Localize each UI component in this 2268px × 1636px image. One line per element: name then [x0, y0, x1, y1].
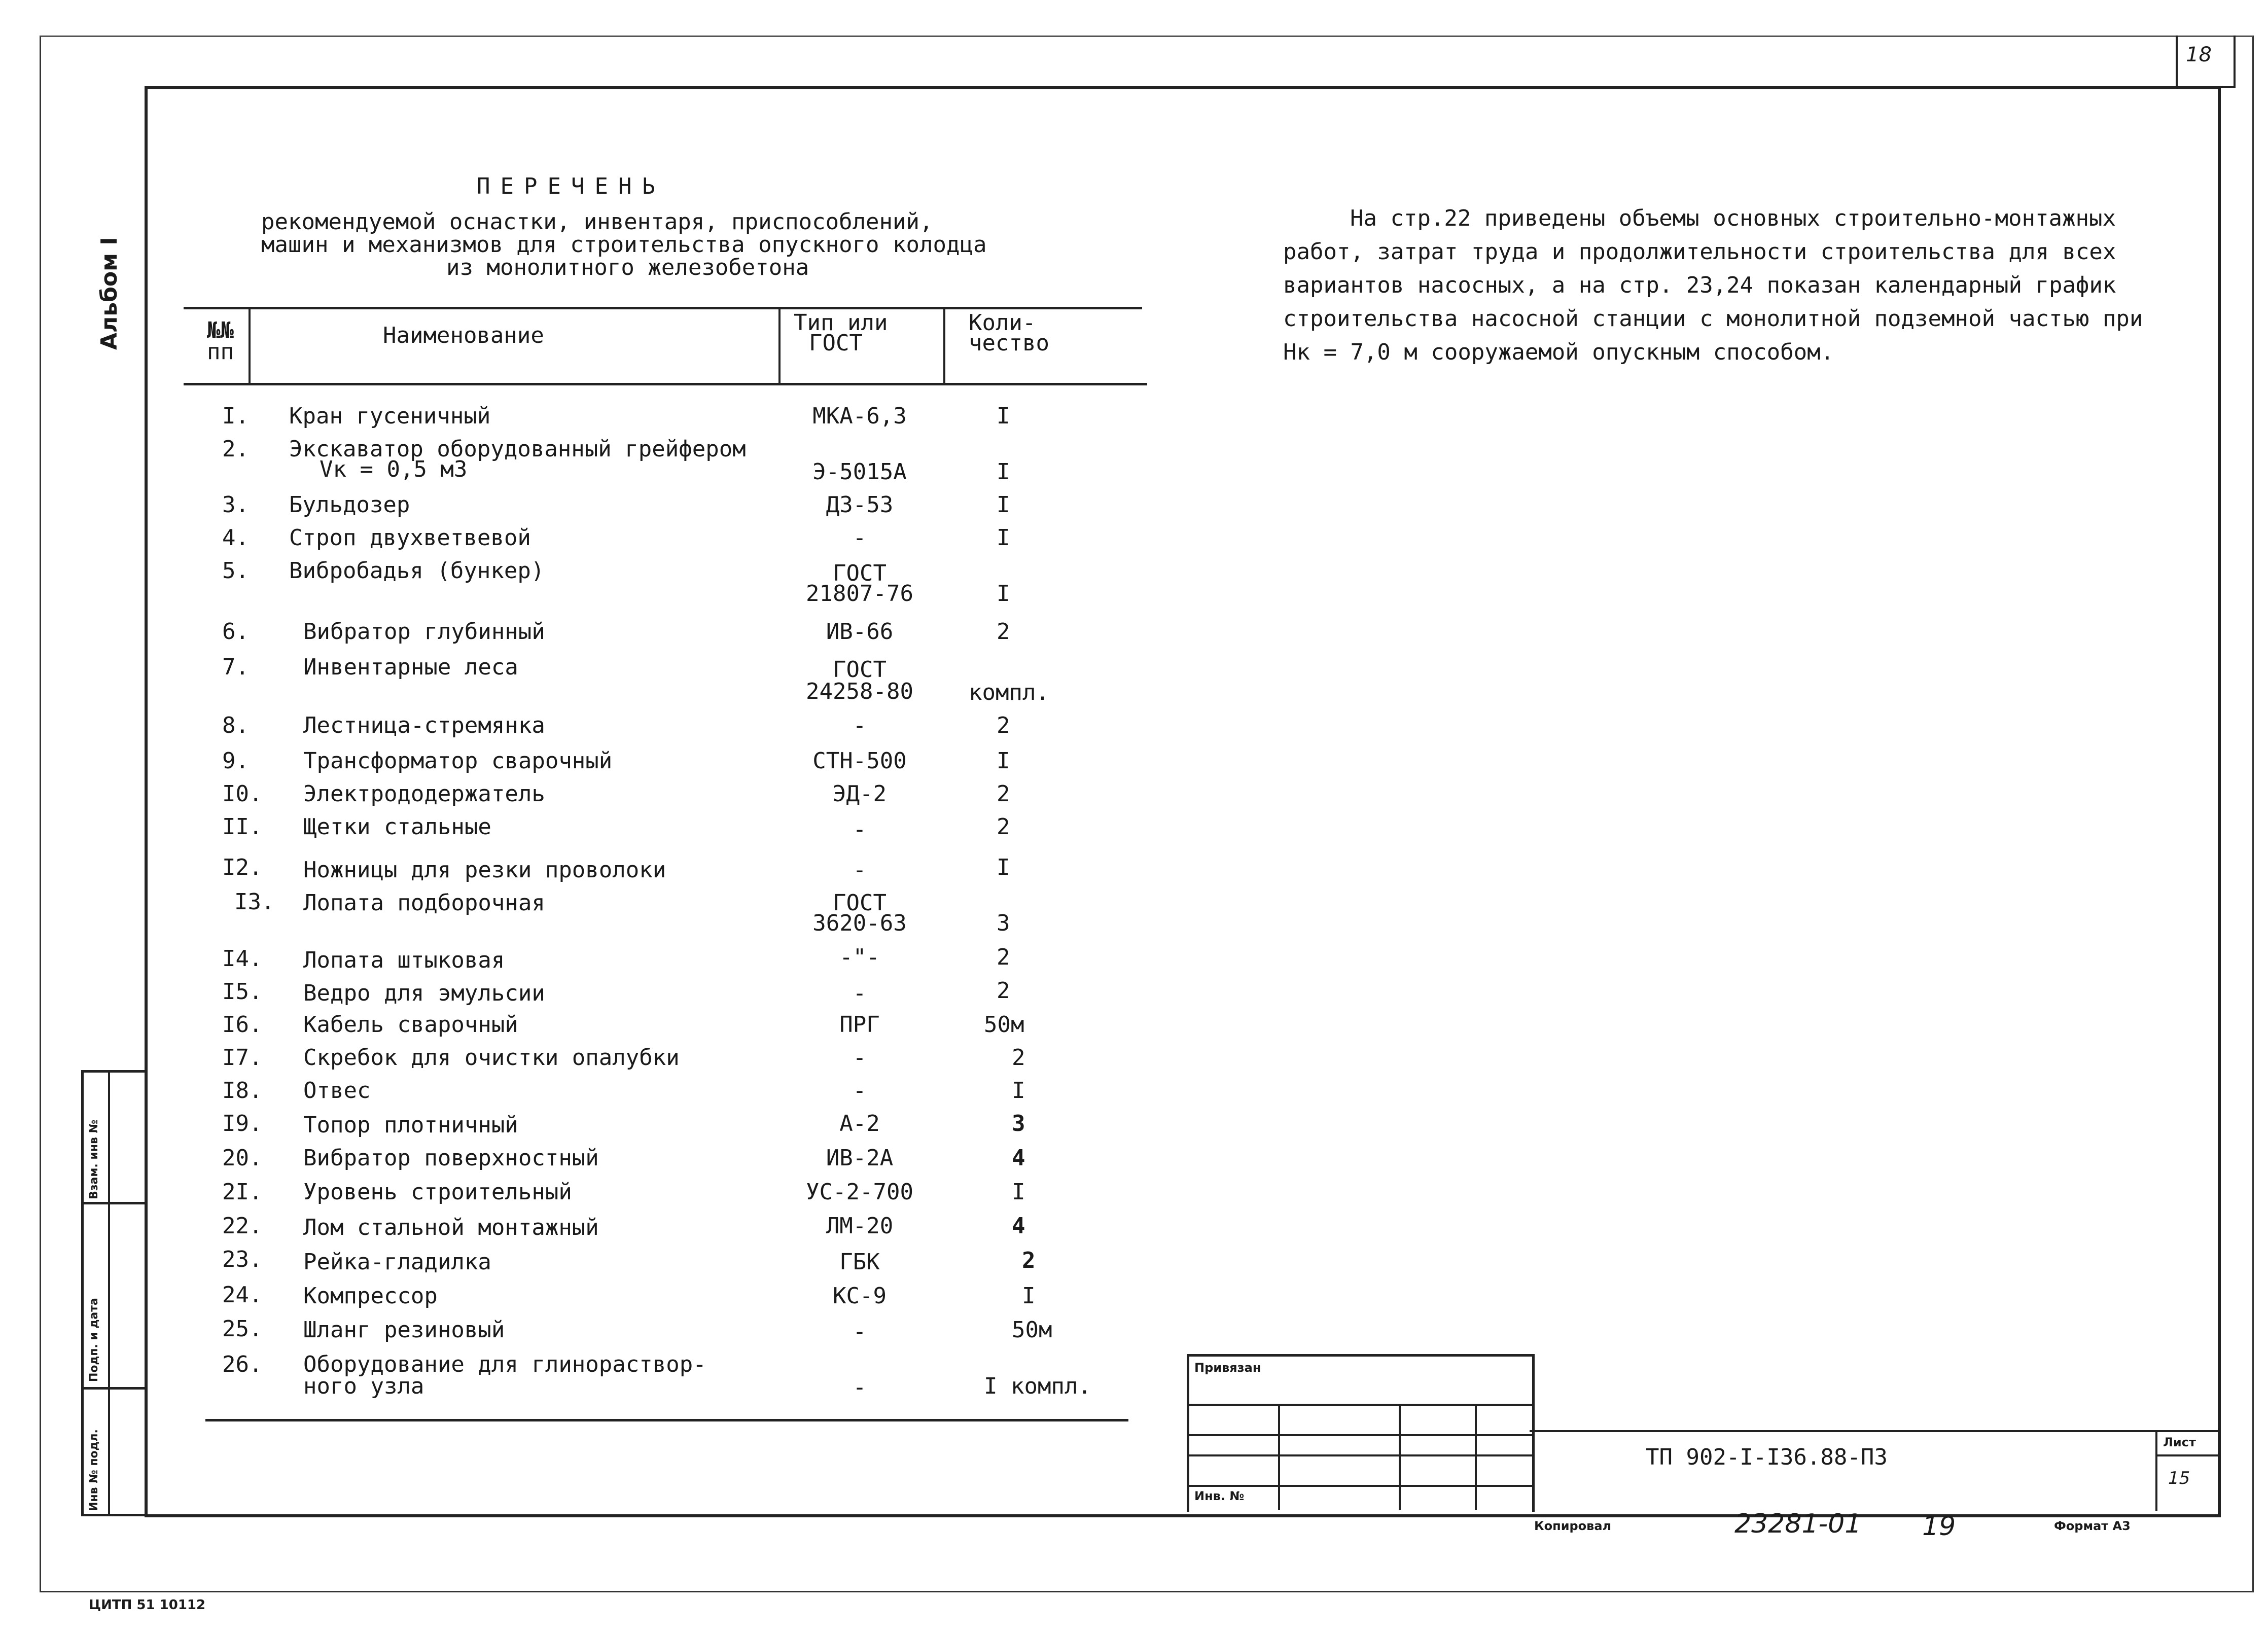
row-num: 23.: [222, 1247, 263, 1272]
table-top-rule: [184, 307, 1142, 309]
row-type: КС-9: [833, 1283, 887, 1309]
row-name: Электрододержатель: [303, 781, 545, 807]
row-type: ГОСТ: [833, 890, 887, 916]
row-name: Кран гусеничный: [289, 403, 491, 429]
row-type: -: [853, 713, 867, 738]
row-name: Оборудование для глинораствор-: [303, 1352, 706, 1377]
stamp-column-line: [1399, 1404, 1401, 1510]
row-name: Уровень строительный: [303, 1179, 572, 1205]
row-qty: 50м: [1012, 1317, 1052, 1343]
row-num: 5.: [222, 558, 249, 584]
bottom-print-code: ЦИТП 51 10112: [89, 1597, 206, 1613]
row-type: ИВ-66: [826, 619, 894, 645]
row-qty: 4: [1012, 1145, 1025, 1171]
row-qty: 3: [1012, 1111, 1025, 1136]
row-name: Компрессор: [303, 1283, 438, 1309]
row-num: 2.: [222, 436, 249, 462]
copied-number: 23281-01: [1734, 1509, 1862, 1539]
stamp-rule: [1187, 1485, 1532, 1487]
header-name: Наименование: [383, 323, 544, 348]
inv-label: Инв. №: [1194, 1489, 1245, 1503]
note-line-4: строительства насосной станции с монолитной подземной частью при: [1283, 306, 2143, 332]
row-type-continued: 3620-63: [812, 910, 907, 936]
document-code: ТП 902-I-I36.88-ПЗ: [1646, 1444, 1888, 1470]
header-type-line2: ГОСТ: [809, 330, 863, 356]
row-type: Э-5015А: [812, 459, 907, 485]
row-name: Топор плотничный: [303, 1112, 518, 1138]
row-type: ПРГ: [839, 1012, 880, 1038]
row-type-continued: 24258-80: [806, 679, 913, 704]
row-num: I3.: [234, 889, 275, 915]
row-type: -: [853, 816, 867, 842]
row-type: -: [853, 525, 867, 551]
row-type: -: [853, 1045, 867, 1071]
row-qty: компл.: [969, 680, 1049, 705]
row-num: 24.: [222, 1282, 263, 1308]
stamp-label-signature-date: Подп. и дата: [88, 1298, 100, 1382]
row-num: I6.: [222, 1012, 263, 1038]
row-type: МКА-6,3: [812, 403, 907, 429]
table-bottom-rule: [205, 1419, 1128, 1421]
header-separator: [943, 307, 945, 383]
row-qty: 50м: [984, 1012, 1024, 1038]
row-name: Строп двухветвевой: [289, 525, 531, 551]
stamp-cell-divider: [84, 1202, 147, 1204]
row-num: I.: [222, 403, 249, 429]
row-num: 3.: [222, 492, 249, 518]
stamp-column-divider: [108, 1073, 110, 1514]
copied-label: Копировал: [1534, 1519, 1612, 1533]
row-type: ГБК: [839, 1249, 880, 1275]
row-qty: 2: [997, 713, 1010, 738]
row-type: ИВ-2А: [826, 1145, 894, 1171]
row-qty: I: [1012, 1179, 1025, 1205]
row-type: -"-: [839, 944, 880, 970]
stamp-rule: [1187, 1434, 1532, 1436]
header-num-line1: №№: [207, 317, 234, 343]
note-line-1: На стр.22 приведены объемы основных строительно-монтажных: [1350, 205, 2116, 231]
row-num: I7.: [222, 1045, 263, 1071]
stamp-rule: [1187, 1454, 1532, 1456]
stamp-column-line: [1475, 1404, 1477, 1510]
row-name-continued: ного узла: [303, 1373, 424, 1399]
row-num: I2.: [222, 855, 263, 880]
corner-page-number: 18: [2186, 43, 2212, 66]
row-type: -: [853, 1319, 867, 1344]
stamp-rule: [1187, 1404, 1532, 1406]
header-type-line1: Тип или: [794, 310, 888, 336]
title-block-top-rule: [1530, 1430, 2218, 1432]
row-name: Рейка-гладилка: [303, 1249, 491, 1275]
title-line-2: машин и механизмов для строительства опускного колодца: [261, 232, 987, 258]
row-qty: 4: [1012, 1213, 1025, 1239]
row-type: -: [853, 857, 867, 883]
row-qty: I компл.: [984, 1373, 1091, 1399]
row-name: Скребок для очистки опалубки: [303, 1045, 680, 1071]
row-qty: I: [997, 492, 1010, 518]
row-qty: I: [997, 581, 1010, 607]
row-qty: 2: [997, 781, 1010, 807]
note-line-2: работ, затрат труда и продолжительности строительства для всех: [1283, 239, 2116, 265]
row-num: I4.: [222, 946, 263, 972]
row-qty: I: [1012, 1078, 1025, 1104]
row-qty: 3: [997, 910, 1010, 936]
row-type: ДЗ-53: [826, 492, 894, 518]
row-name: Лопата штыковая: [303, 947, 505, 973]
row-num: II.: [222, 814, 263, 840]
row-type-continued: 21807-76: [806, 581, 913, 607]
row-type: -: [853, 1374, 867, 1400]
row-num: 2I.: [222, 1179, 263, 1205]
sheet-column-line: [2155, 1430, 2157, 1511]
album-label: [96, 223, 147, 355]
row-type: ГОСТ: [833, 657, 887, 683]
row-qty: 2: [1022, 1248, 1036, 1273]
row-name: Лестница-стремянка: [303, 713, 545, 738]
row-name: Вибратор глубинный: [303, 619, 545, 645]
row-name: Щетки стальные: [303, 814, 491, 840]
album-label-text: Альбом I: [96, 237, 122, 350]
note-line-5: Нк = 7,0 м сооружаемой опускным способом.: [1283, 339, 1834, 365]
row-name-continued: Vк = 0,5 м3: [320, 456, 468, 482]
row-qty: 2: [997, 814, 1010, 840]
row-name: Лопата подборочная: [303, 890, 545, 916]
row-num: 20.: [222, 1145, 263, 1171]
stamp-label-replaced-inv: Взам. инв №: [88, 1119, 100, 1199]
note-line-3: вариантов насосных, а на стр. 23,24 показан календарный график: [1283, 272, 2116, 298]
stamp-cell-divider: [84, 1387, 147, 1390]
row-num: I8.: [222, 1078, 263, 1104]
row-qty: I: [1022, 1283, 1036, 1309]
row-name: Трансформатор сварочный: [303, 748, 613, 774]
row-name: Отвес: [303, 1078, 371, 1104]
header-qty-line1: Коли-: [969, 310, 1036, 336]
document-heading: ПЕРЕЧЕНЬ: [477, 173, 665, 199]
binding-label: Привязан: [1194, 1361, 1261, 1375]
format-label: Формат А3: [2054, 1519, 2131, 1533]
sheet-label: Лист: [2163, 1435, 2196, 1449]
row-name: Вибробадья (бункер): [289, 558, 545, 584]
row-qty: I: [997, 855, 1010, 880]
row-name: Вибратор поверхностный: [303, 1145, 599, 1171]
row-name: Лом стальной монтажный: [303, 1215, 599, 1240]
row-name: Ножницы для резки проволоки: [303, 857, 666, 883]
row-qty: 2: [997, 978, 1010, 1004]
row-num: I0.: [222, 781, 263, 807]
sheet-label-rule: [2155, 1454, 2218, 1456]
row-qty: 2: [997, 619, 1010, 645]
row-num: 26.: [222, 1352, 263, 1377]
table-header-rule: [184, 383, 1147, 385]
row-type: СТН-500: [812, 748, 907, 774]
row-num: 22.: [222, 1213, 263, 1239]
copied-page: 19: [1922, 1511, 1956, 1542]
stamp-column: [81, 1070, 147, 1516]
row-type: -: [853, 980, 867, 1006]
row-num: I5.: [222, 979, 263, 1005]
stamp-label-original-inv: Инв № подл.: [88, 1429, 100, 1511]
row-qty: I: [997, 403, 1010, 429]
row-type: -: [853, 1078, 867, 1104]
header-separator: [778, 307, 781, 383]
row-qty: 2: [997, 944, 1010, 970]
header-num-line2: пп: [207, 339, 234, 365]
row-name: Экскаватор оборудованный грейфером: [289, 436, 746, 462]
row-num: 25.: [222, 1316, 263, 1342]
row-name: Инвентарные леса: [303, 654, 518, 680]
row-type: ГОСТ: [833, 560, 887, 586]
row-num: 7.: [222, 654, 249, 680]
header-qty-line2: чество: [969, 330, 1049, 356]
row-name: Бульдозер: [289, 492, 410, 518]
row-name: Ведро для эмульсии: [303, 980, 545, 1006]
row-num: 9.: [222, 748, 249, 774]
row-name: Кабель сварочный: [303, 1012, 518, 1038]
row-name: Шланг резиновый: [303, 1317, 505, 1343]
row-qty: I: [997, 459, 1010, 485]
row-num: I9.: [222, 1111, 263, 1136]
stamp-column-line: [1278, 1404, 1280, 1510]
header-separator: [249, 307, 251, 383]
row-num: 8.: [222, 713, 249, 738]
row-type: ЭД-2: [833, 781, 887, 807]
sheet-number: 15: [2168, 1468, 2190, 1488]
row-qty: 2: [1012, 1045, 1025, 1071]
binding-stamp-box: [1187, 1354, 1535, 1512]
row-qty: I: [997, 748, 1010, 774]
row-num: 6.: [222, 619, 249, 645]
title-line-3: из монолитного железобетона: [446, 255, 809, 280]
row-num: 4.: [222, 525, 249, 551]
title-line-1: рекомендуемой оснастки, инвентаря, приспособлений,: [261, 209, 933, 235]
row-type: А-2: [839, 1111, 880, 1136]
row-type: УС-2-700: [806, 1179, 913, 1205]
row-qty: I: [997, 525, 1010, 551]
row-type: ЛМ-20: [826, 1213, 894, 1239]
